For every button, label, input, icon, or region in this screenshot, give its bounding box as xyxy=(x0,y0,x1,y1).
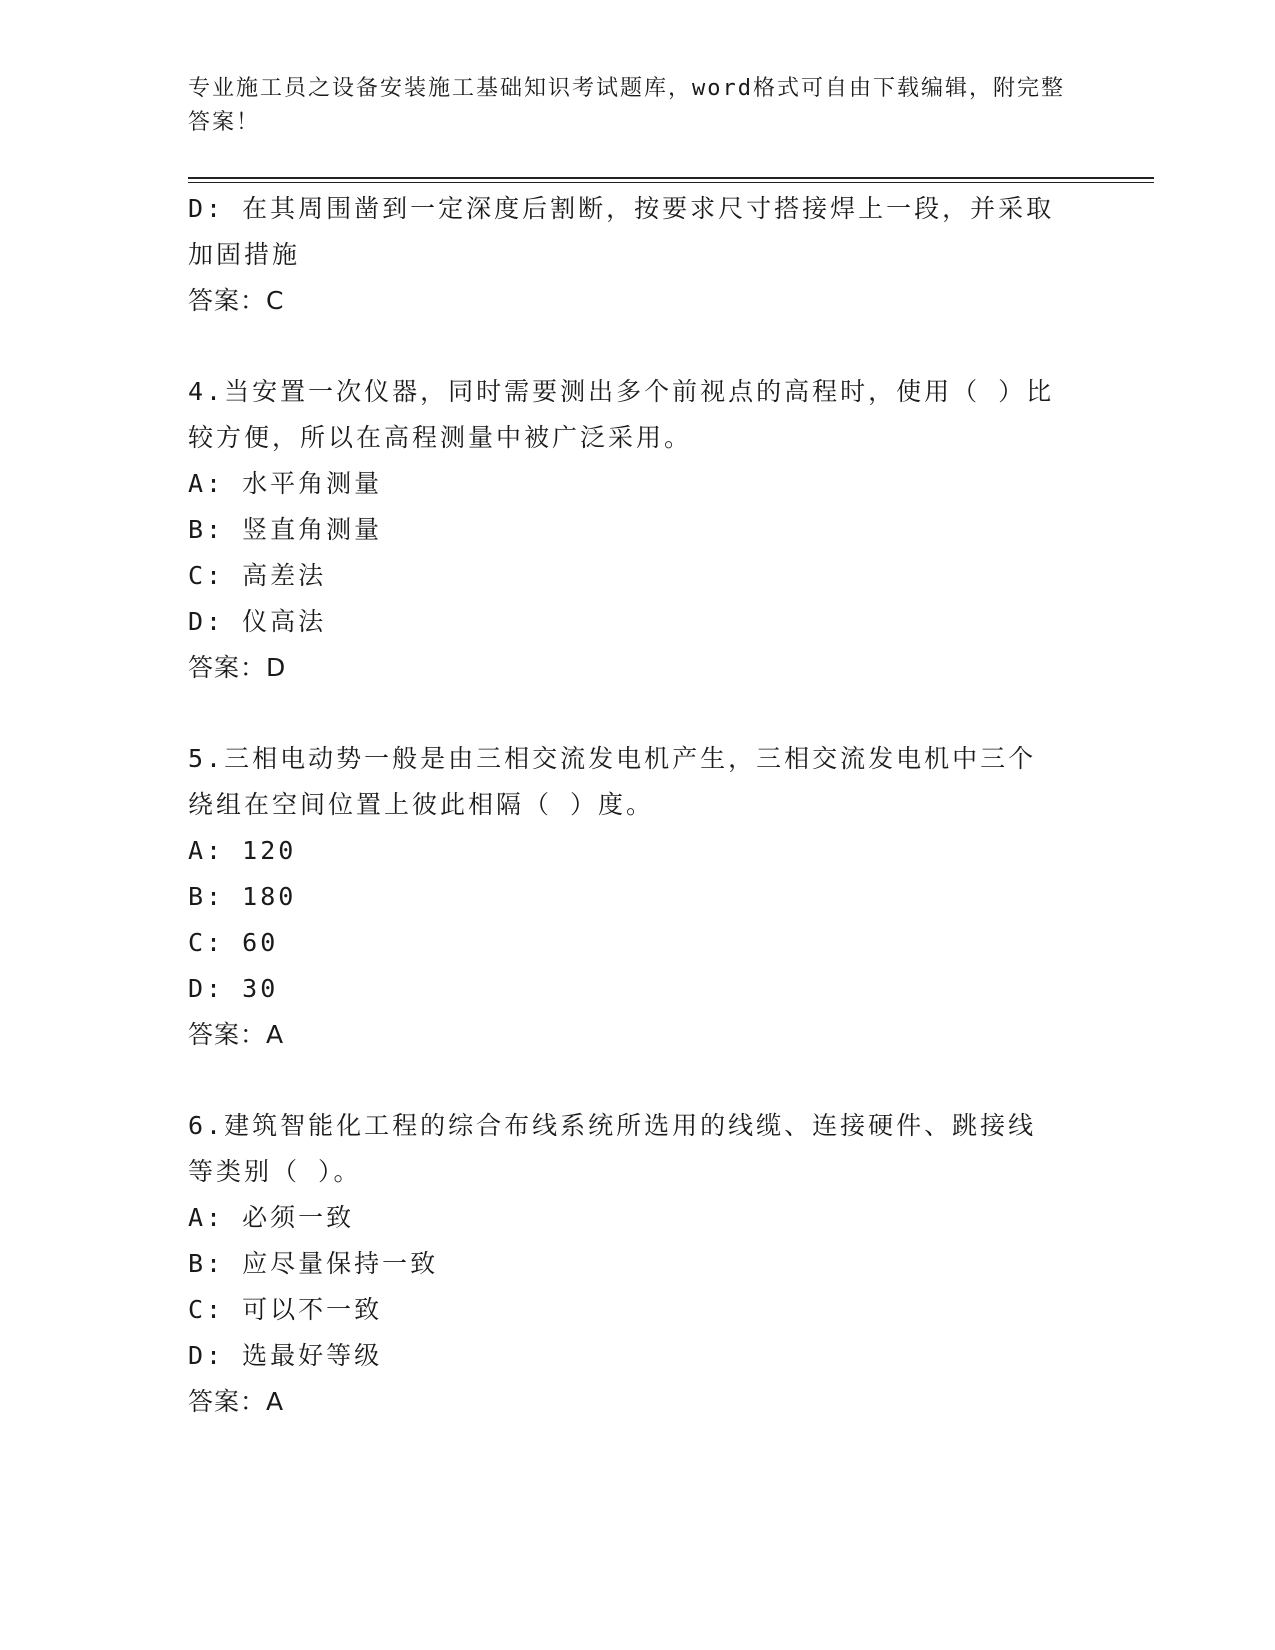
option-d: D: 仪高法 xyxy=(188,607,327,636)
question-6 xyxy=(188,1103,1088,1425)
question-stem-line-2: 等类别（ ）。 xyxy=(188,1157,362,1186)
option-b: B: 竖直角测量 xyxy=(188,515,383,544)
answer-line: 答案：A xyxy=(188,1020,285,1049)
answer-line: 答案：C xyxy=(188,286,285,315)
option-b: B: 应尽量保持一致 xyxy=(188,1249,439,1278)
question-stem-line-1: 4.当安置一次仪器，同时需要测出多个前视点的高程时，使用（ ）比 xyxy=(188,377,1055,406)
option-d: D: 选最好等级 xyxy=(188,1341,383,1370)
spacer xyxy=(188,1058,1088,1103)
option-a: A: 必须一致 xyxy=(188,1203,355,1232)
option-c: C: 高差法 xyxy=(188,561,327,590)
page-header-title: 专业施工员之设备安装施工基础知识考试题库，word格式可自由下载编辑，附完整答案！ xyxy=(188,76,1065,135)
option-d-line-1: D: 在其周围凿到一定深度后割断，按要求尺寸搭接焊上一段，并采取 xyxy=(188,194,1055,223)
spacer xyxy=(188,324,1088,369)
document-body xyxy=(188,186,1088,1425)
option-c: C: 60 xyxy=(188,928,279,957)
question-stem-line-1: 5.三相电动势一般是由三相交流发电机产生，三相交流发电机中三个 xyxy=(188,744,1037,773)
question-stem-line-2: 绕组在空间位置上彼此相隔（ ）度。 xyxy=(188,790,655,819)
option-a: A: 120 xyxy=(188,836,297,865)
option-a: A: 水平角测量 xyxy=(188,469,383,498)
option-d: D: 30 xyxy=(188,974,279,1003)
question-stem-line-1: 6.建筑智能化工程的综合布线系统所选用的线缆、连接硬件、跳接线 xyxy=(188,1111,1037,1140)
spacer xyxy=(188,691,1088,736)
answer-line: 答案：D xyxy=(188,653,287,682)
question-5 xyxy=(188,736,1088,1058)
option-d-line-2: 加固措施 xyxy=(188,240,301,269)
header-divider xyxy=(188,177,1154,179)
option-c: C: 可以不一致 xyxy=(188,1295,383,1324)
question-continued xyxy=(188,186,1088,324)
question-stem-line-2: 较方便，所以在高程测量中被广泛采用。 xyxy=(188,423,693,452)
answer-line: 答案：A xyxy=(188,1387,285,1416)
question-4 xyxy=(188,369,1088,691)
option-b: B: 180 xyxy=(188,882,297,911)
